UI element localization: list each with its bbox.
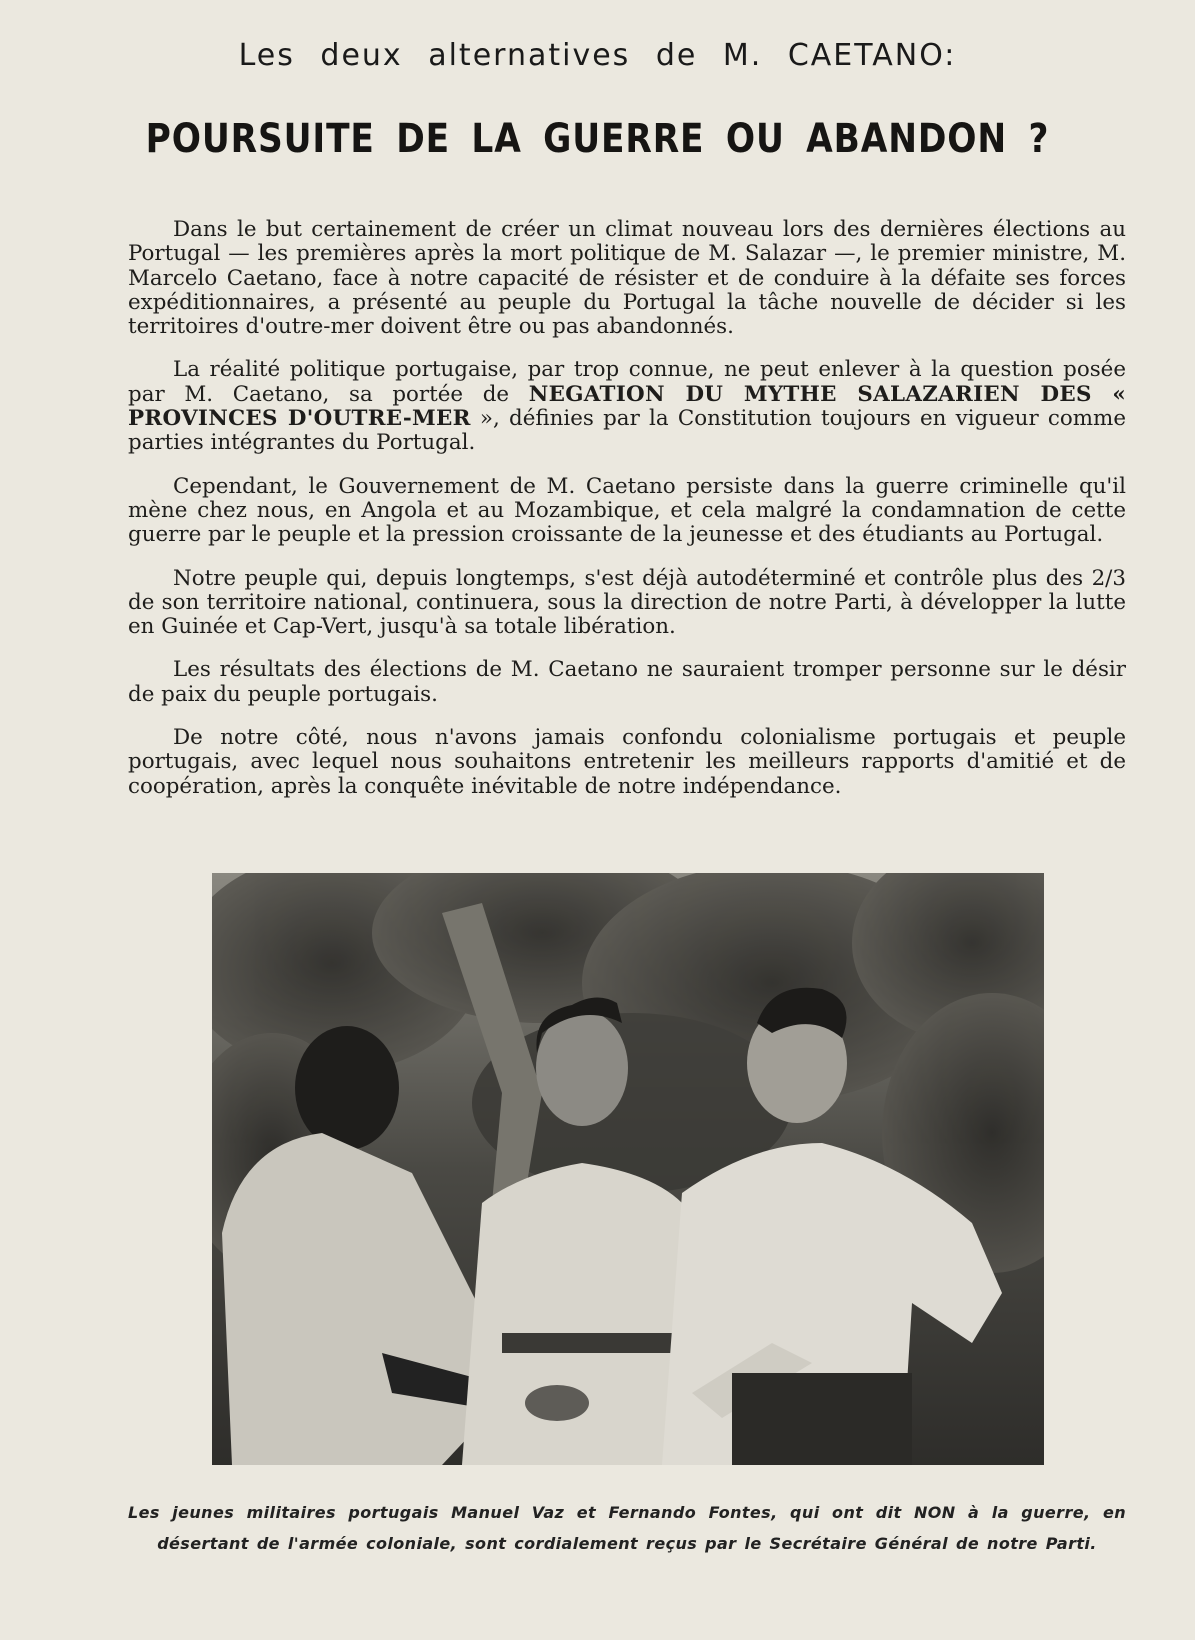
paragraph-1: Dans le but certainement de créer un climat nouveau lors des dernières élections au Portugal — les premières après la mort politique de M. Salazar —, le premier ministre, M. Marcelo Caetano, face à notre capacité de résister et de conduire à la défaite ses forces expéditionnaires, a présenté au peuple du Portugal la tâche nouvelle de décider si les territoires d'outre-mer doivent être ou pas abandonnés.	[128, 217, 1126, 340]
handshake	[525, 1385, 589, 1421]
paragraph-4: Notre peuple qui, depuis longtemps, s'est déjà autodéterminé et contrôle plus des 2/3 de son territoire national, continuera, sous la direction de notre Parti, à développer la lutte en Guinée et Cap-Vert, jusqu'à sa totale libération.	[128, 565, 1126, 640]
paragraph-6: De notre côté, nous n'avons jamais confondu colonialisme portugais et peuple portugais, avec lequel nous souhaitons entretenir les meilleurs rapports d'amitié et de coopération, après la conquête inévitable de notre indépendance.	[128, 725, 1126, 799]
photo-illustration	[212, 873, 1044, 1465]
paragraph-2-emphasis: NEGATION DU MYTHE SALAZARIEN DES « PROVINCES D'OUTRE-MER	[128, 381, 1126, 432]
photograph-handshake	[212, 873, 1044, 1465]
photo-caption: Les jeunes militaires portugais Manuel Vaz et Fernando Fontes, qui ont dit NON à la guerre, en désertant de l'armée coloniale, sont cordialement reçus par le Secrétaire Général de notre Parti.	[128, 1503, 1126, 1553]
paragraph-5: Les résultats des élections de M. Caetano ne sauraient tromper personne sur le désir de paix du peuple portugais.	[128, 657, 1126, 707]
kicker-title: Les deux alternatives de M. CAETANO:	[238, 38, 957, 73]
paragraph-2	[128, 358, 1126, 455]
headline: POURSUITE DE LA GUERRE OU ABANDON ?	[145, 116, 1050, 162]
paragraph-2-start: La réalité politique portugaise, par trop connue, ne peut enlever à la question posée par M. Caetano, sa portée de	[128, 357, 1126, 407]
article-body	[128, 218, 1126, 818]
paragraph-2-end: », définies par la Constitution toujours en vigueur comme parties intégrantes du Portugal.	[128, 406, 1127, 456]
paragraph-3: Cependant, le Gouvernement de M. Caetano persiste dans la guerre criminelle qu'il mène chez nous, en Angola et au Mozambique, et cela malgré la condamnation de cette guerre par le peuple et la pression croissante de la jeunesse et des étudiants au Portugal.	[128, 473, 1126, 548]
